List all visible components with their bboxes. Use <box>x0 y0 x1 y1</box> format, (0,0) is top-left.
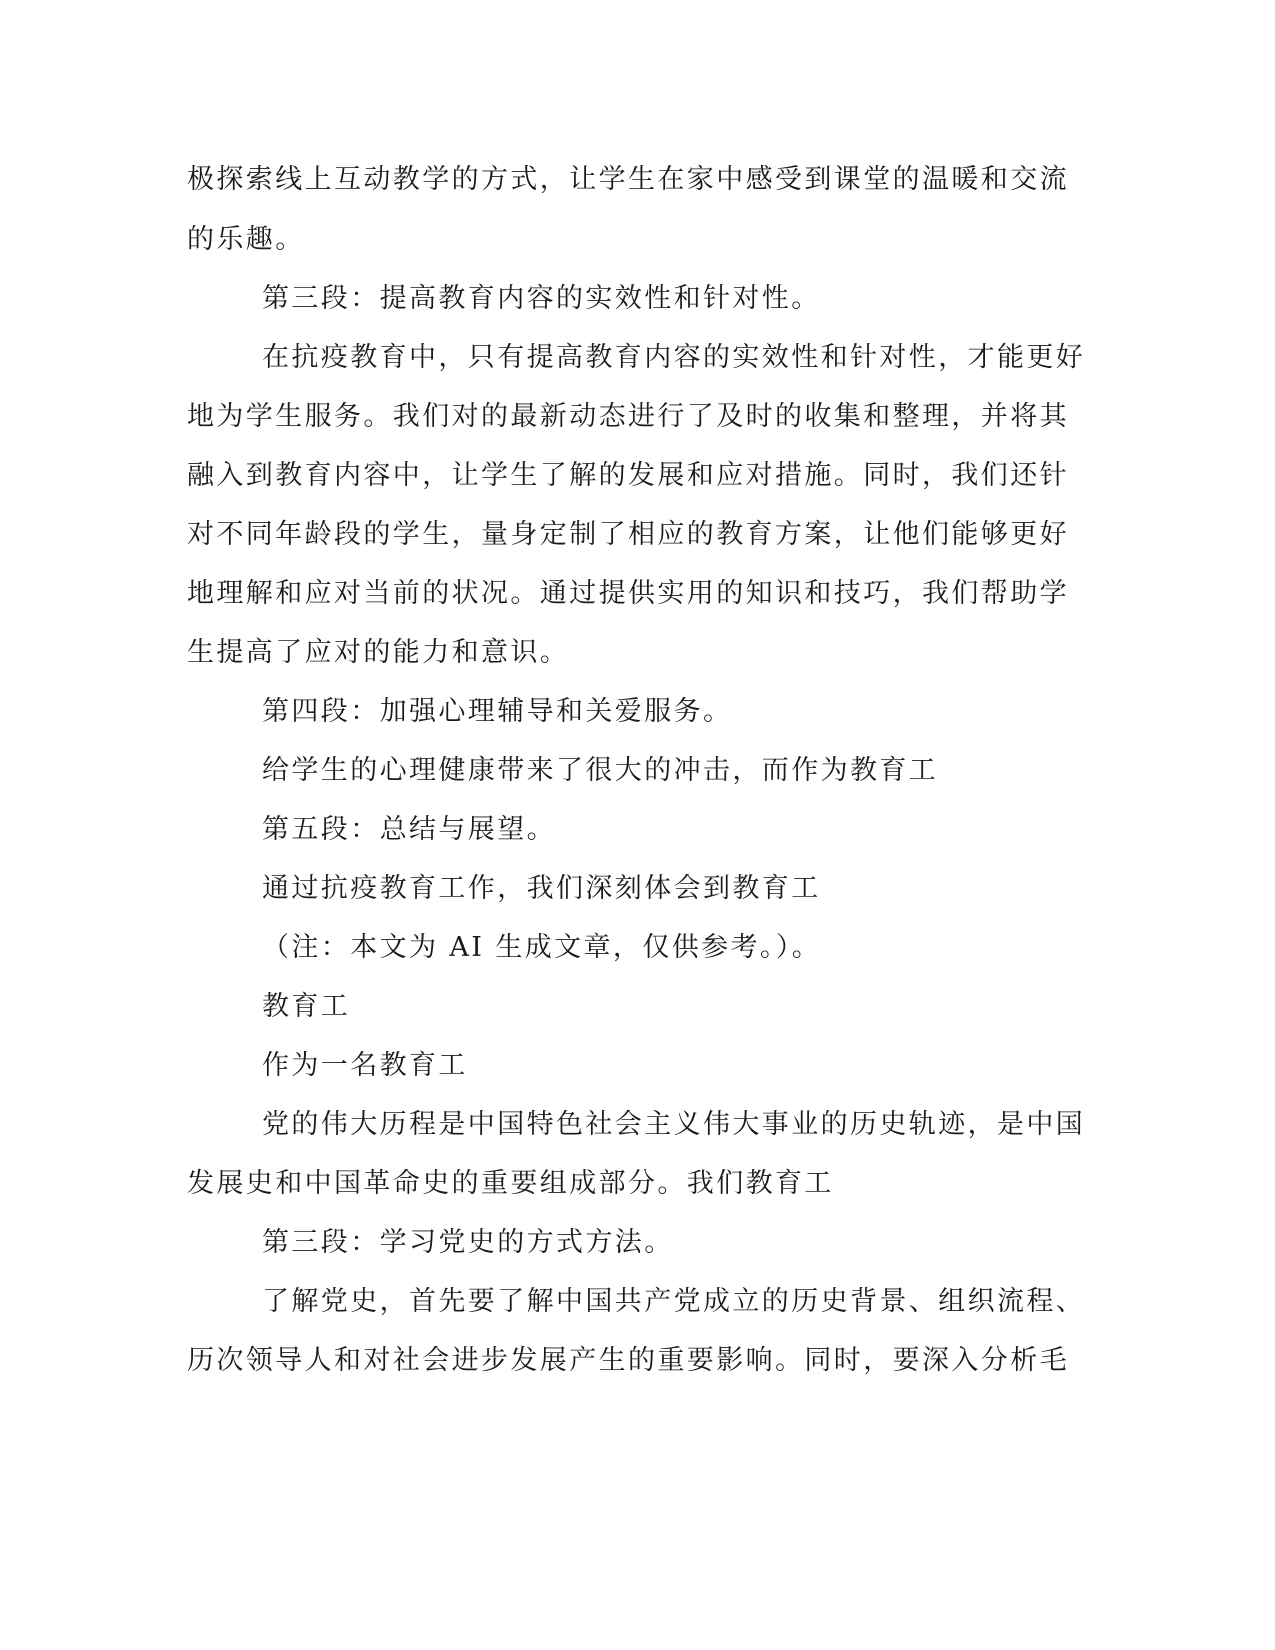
text-line: 党的伟大历程是中国特色社会主义伟大事业的历史轨迹，是中国 <box>262 1109 1086 1140</box>
text-line: 极探索线上互动教学的方式，让学生在家中感受到课堂的温暖和交流 <box>187 164 1069 195</box>
text-line: 教育工 <box>262 991 351 1022</box>
text-line: 历次领导人和对社会进步发展产生的重要影响。同时，要深入分析毛 <box>187 1345 1069 1376</box>
text-line: 地理解和应对当前的状况。通过提供实用的知识和技巧，我们帮助学 <box>187 578 1069 609</box>
text-line: 通过抗疫教育工作，我们深刻体会到教育工 <box>262 873 821 904</box>
text-line: 了解党史，首先要了解中国共产党成立的历史背景、组织流程、 <box>262 1286 1086 1317</box>
text-line: 作为一名教育工 <box>262 1050 468 1081</box>
note-line: （注：本文为 AI 生成文章，仅供参考。）。 <box>262 932 822 963</box>
section-heading: 第四段：加强心理辅导和关爱服务。 <box>262 696 733 727</box>
text-line: 给学生的心理健康带来了很大的冲击，而作为教育工 <box>262 755 939 786</box>
section-heading: 第三段：学习党史的方式方法。 <box>262 1227 674 1258</box>
text-line: 融入到教育内容中，让学生了解的发展和应对措施。同时，我们还针 <box>187 460 1069 491</box>
text-line: 地为学生服务。我们对的最新动态进行了及时的收集和整理，并将其 <box>187 401 1069 432</box>
text-line: 生提高了应对的能力和意识。 <box>187 637 570 668</box>
text-line: 发展史和中国革命史的重要组成部分。我们教育工 <box>187 1168 834 1199</box>
text-line: 在抗疫教育中，只有提高教育内容的实效性和针对性，才能更好 <box>262 342 1086 373</box>
text-line: 的乐趣。 <box>187 224 305 255</box>
text-line: 对不同年龄段的学生，量身定制了相应的教育方案，让他们能够更好 <box>187 519 1069 550</box>
section-heading: 第三段：提高教育内容的实效性和针对性。 <box>262 283 821 314</box>
section-heading: 第五段：总结与展望。 <box>262 814 556 845</box>
